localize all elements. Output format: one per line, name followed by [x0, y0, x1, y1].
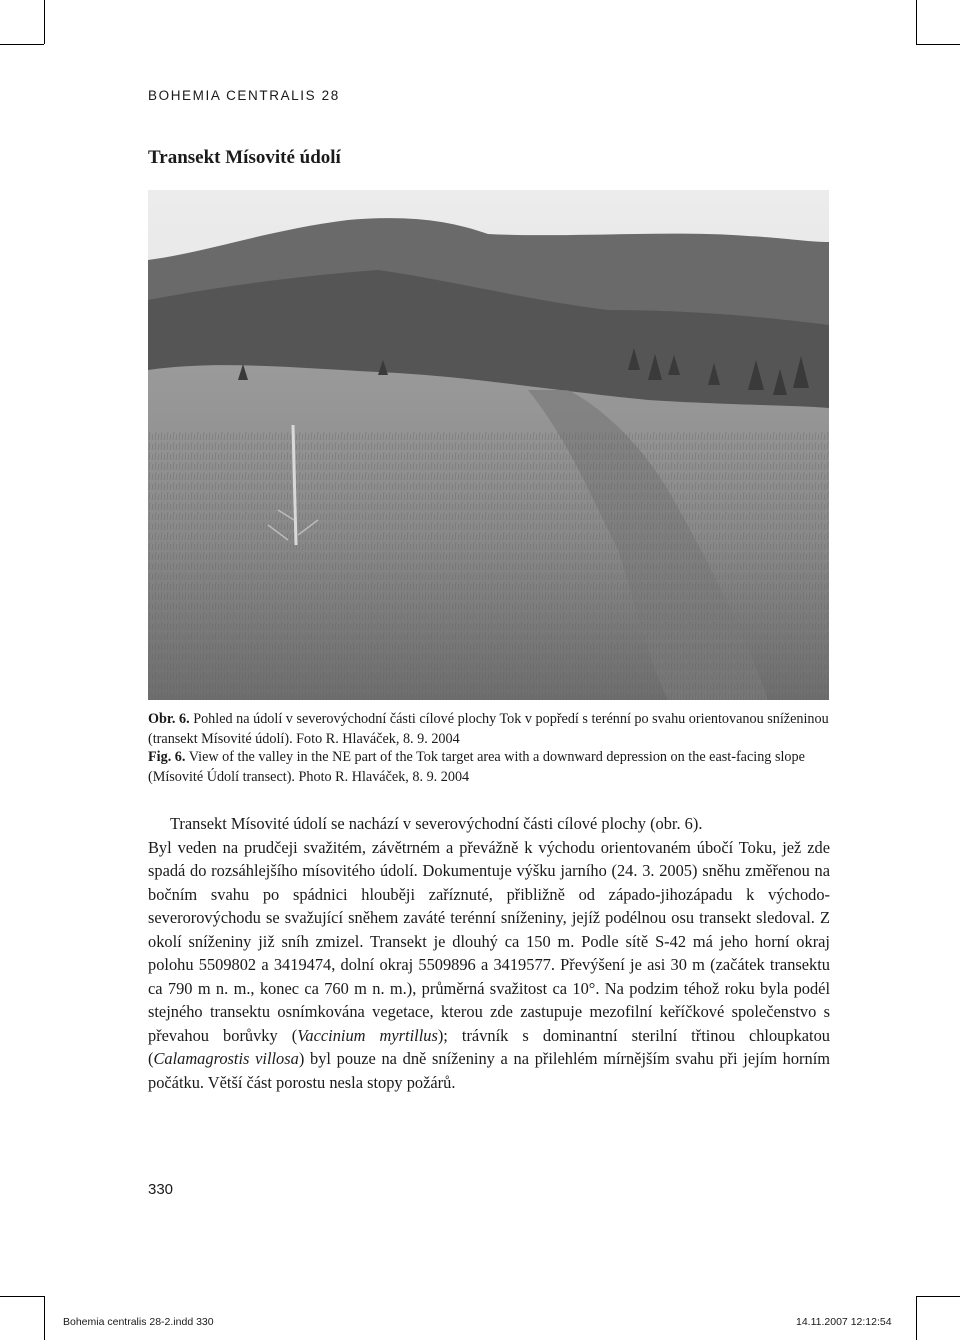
crop-mark	[44, 0, 45, 44]
crop-mark	[0, 1296, 44, 1297]
body-first-line: Transekt Mísovité údolí se nachází v severovýchodní části cílové plochy (obr. 6).	[170, 814, 703, 833]
caption-czech	[148, 710, 838, 749]
caption-text: Pohled na údolí v severovýchodní části cílové plochy Tok v popředí s terénní po svahu orientovanou sníženinou (transekt Mísovité údolí). Foto R. Hlaváček, 8. 9. 2004	[148, 711, 829, 747]
print-slug-file: Bohemia centralis 28-2.indd 330	[63, 1316, 214, 1328]
section-title: Transekt Mísovité údolí	[148, 147, 341, 168]
crop-mark	[916, 0, 917, 44]
crop-mark	[916, 1296, 960, 1297]
caption-label: Obr. 6.	[148, 711, 190, 727]
crop-mark	[916, 44, 960, 45]
crop-mark	[44, 1296, 45, 1340]
body-text-a: Byl veden na prudčeji svažitém, závětrném a převážně k východu orientovaném úbočí Toku, jež zde spadá do rozsáhlejšího mísovitého údolí. Dokumentuje výšku jarního (24. 3. 2005) sněhu změřenou na bočním svahu po spádnici hlouběji zaříznuté, přibližně od západo-jihozápadu k východo-severorovýchodu se svažující sněhem zaváté terénní sníženiny, jejíž podélnou osu transekt sledoval. Z okolí sníženiny již sníh zmizel. Transekt je dlouhý ca 150 m. Podle sítě S-42 má jeho horní okraj polohu 5509802 a 3419474, dolní okraj 5509896 a 3419577. Převýšení je asi 30 m (začátek transektu ca 790 m n. m., konec ca 760 m n. m.), průměrná svažitost ca 10°. Na podzim téhož roku byla podél stejného transektu osnímkována vegetace, kterou zde zastupuje mezofilní keříčkové společenstvo s převahou borůvky (	[148, 837, 830, 1045]
print-slug-timestamp: 14.11.2007 12:12:54	[796, 1316, 892, 1328]
landscape-photo	[148, 190, 829, 700]
body-text-b: ); trávník s dominantní sterilní třtinou chloupkatou (	[148, 1025, 830, 1068]
body-text-c: ) byl pouze na dně sníženiny a na přilehlém mírnějším svahu při jejím horním počátku. Větší část porostu nesla stopy požárů.	[148, 1049, 830, 1092]
page-number: 330	[148, 1181, 174, 1198]
species-name: Calamagrostis villosa	[153, 1049, 299, 1068]
crop-mark	[916, 1296, 917, 1340]
caption-label: Fig. 6.	[148, 749, 186, 765]
crop-mark	[0, 44, 44, 45]
species-name: Vaccinium myrtillus	[297, 1025, 438, 1045]
caption-english	[148, 748, 838, 787]
body-paragraph	[148, 812, 830, 1094]
caption-text: View of the valley in the NE part of the Tok target area with a downward depression on the east-facing slope (Mísovité Údolí transect). Photo R. Hlaváček, 8. 9. 2004	[148, 749, 805, 785]
running-head: BOHEMIA CENTRALIS 28	[148, 88, 340, 103]
